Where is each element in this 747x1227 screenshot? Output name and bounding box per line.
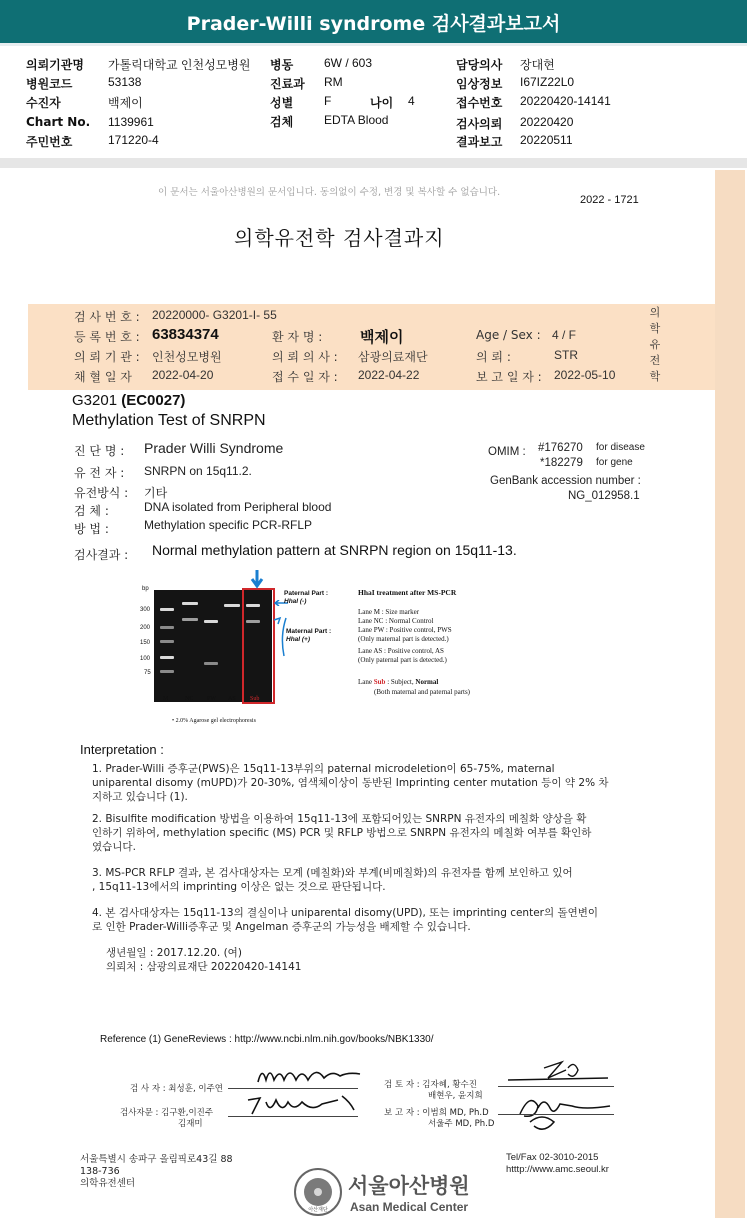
field-label: 검 체 : (74, 504, 109, 518)
band-label: 의 뢰 기 관 : (74, 350, 140, 364)
lane-label: NC (185, 696, 194, 702)
info-value: 장대현 (520, 58, 555, 72)
legend-sub-word: Sub (373, 678, 386, 686)
address-line: 서울특별시 송파구 올림픽로43길 88 (80, 1154, 233, 1165)
copy-notice: 이 문서는 서울아산병원의 문서입니다. 동의없이 수정, 변경 및 복사할 수 없습니다. (158, 187, 501, 198)
paternal-enzyme: HhaI (-) (284, 598, 307, 605)
vertical-char: 의 (649, 306, 661, 319)
info-label: 담당의사 (456, 58, 503, 72)
info-value: 백제이 (108, 96, 143, 110)
info-value: 20220420 (520, 115, 574, 129)
band-label: 접 수 일 자 : (272, 370, 338, 384)
signature-line (228, 1116, 358, 1117)
omim-disease-label: for disease (596, 442, 645, 453)
registration-number: 63834374 (152, 326, 219, 343)
band-label: 의 뢰 의 사 : (272, 350, 338, 364)
collection-date: 2022-04-20 (152, 368, 214, 382)
receipt-date: 2022-04-22 (358, 368, 420, 382)
signature-line (498, 1114, 614, 1115)
gel-band (182, 602, 198, 605)
bp-label: 150 (140, 640, 151, 646)
interpretation-paragraph (92, 866, 652, 894)
contact-block (506, 1152, 609, 1176)
gel-band (160, 640, 174, 643)
vertical-char: 유 (649, 338, 661, 351)
lane-label: M (163, 696, 169, 702)
gel-band (160, 608, 174, 611)
down-arrow-icon (250, 570, 264, 590)
band-label: 환 자 명 : (272, 330, 323, 344)
hospital-name-kr: 서울아산병원 (348, 1174, 470, 1198)
field-label: 방 법 : (74, 522, 109, 536)
vertical-char: 학 (649, 322, 661, 335)
gel-band (160, 656, 174, 659)
gene: SNRPN on 15q11.2. (144, 464, 252, 478)
document-number: 2022 - 1721 (580, 194, 639, 206)
para-line: 인하기 위하여, methylation specific (MS) PCR 및 RFLP 방법으로 SNRPN 유전자의 메칠화 여부를 확인하 (92, 827, 592, 839)
vertical-char: 전 (649, 354, 661, 367)
info-label: 검사의뢰 (456, 117, 503, 131)
logo-foundation-label: 아산재단 (308, 1207, 328, 1213)
maternal-label (286, 628, 331, 644)
paper-edge (715, 170, 745, 1218)
band-label: 채 혈 일 자 (74, 370, 132, 384)
info-label: 의뢰기관명 (26, 58, 84, 72)
reporter-signature-icon (510, 1088, 620, 1138)
scanned-report (28, 170, 745, 1218)
info-value: 53138 (108, 75, 142, 89)
address-line: 138-736 (80, 1166, 120, 1177)
para-line: , 15q11-13에서의 imprinting 이상은 없는 것으로 판단됩니다. (92, 881, 386, 893)
info-value: EDTA Blood (324, 113, 389, 127)
patient-band (28, 304, 715, 390)
omim-gene: *182279 (540, 457, 583, 469)
info-label: 진료과 (270, 77, 305, 91)
vertical-label (648, 306, 662, 384)
info-value: 1139961 (108, 115, 154, 129)
hospital-name-en: Asan Medical Center (350, 1200, 469, 1214)
reviewer-signature-icon (504, 1058, 614, 1086)
gel-band (160, 670, 174, 673)
interpretation-title: Interpretation : (80, 742, 164, 757)
legend-title: HhaI treatment after MS-PCR (358, 588, 457, 597)
legend-line: Lane AS : Positive control, AS (358, 647, 444, 655)
legend-line: Lane M : Size marker (358, 608, 420, 616)
maternal-enzyme: HhaI (+) (286, 636, 311, 643)
info-label: 성별 (270, 96, 294, 110)
address-block (80, 1154, 233, 1190)
specimen: DNA isolated from Peripheral blood (144, 500, 332, 514)
genbank-label: GenBank accession number : (490, 475, 641, 487)
legend-line: Lane PW : Positive control, PWS (358, 626, 452, 634)
info-value: 20220511 (520, 133, 573, 147)
gel-band (204, 662, 218, 665)
info-label: 수진자 (26, 96, 61, 110)
gel-band (182, 618, 198, 621)
maternal-title: Maternal Part : (286, 628, 332, 635)
gel-band (224, 604, 240, 607)
report-title: Prader-Willi syndrome 검사결과보고서 (0, 0, 747, 46)
advisor-signature-icon (242, 1090, 362, 1118)
field-label: 유전방식 : (74, 486, 129, 500)
logo-dot-icon (314, 1188, 322, 1196)
lane-label: AS (228, 696, 236, 702)
ward: STR (554, 348, 578, 362)
requesting-org: 인천성모병원 (152, 350, 222, 364)
omim-gene-label: for gene (596, 457, 633, 468)
gel-band (204, 620, 218, 623)
info-value: 20220420-14141 (520, 94, 611, 108)
genbank-number: NG_012958.1 (568, 490, 640, 502)
info-value: 4 (408, 94, 415, 108)
band-label: 보 고 일 자 : (476, 370, 542, 384)
patient-summary (106, 946, 666, 974)
legend-sub-note: (Both maternal and paternal parts) (374, 688, 471, 696)
reference: Reference (1) GeneReviews : http://www.ncbi.nlm.nih.gov/books/NBK1330/ (100, 1034, 434, 1045)
legend-line: Lane NC : Normal Control (358, 617, 434, 625)
lane-label: PW (207, 696, 216, 702)
signature-line (498, 1086, 614, 1087)
method: Methylation specific PCR-RFLP (144, 518, 313, 532)
band-label: 검 사 번 호 : (74, 310, 140, 324)
signature-line (228, 1088, 358, 1089)
info-label: Chart No. (26, 115, 91, 129)
info-value: 가톨릭대학교 인천성모병원 (108, 58, 251, 72)
info-value: F (324, 94, 332, 108)
info-label: 병동 (270, 58, 294, 72)
gel-band (160, 626, 174, 629)
result-label: 검사결과 : (74, 548, 129, 562)
info-label: 결과보고 (456, 135, 503, 149)
legend-sub-rest: : Subject, (387, 678, 414, 686)
tester-label: 검 사 자 : 최성훈, 이주연 (130, 1084, 223, 1094)
omim-disease: #176270 (538, 442, 583, 454)
patient-name: 백제이 (360, 329, 404, 346)
subject-lane-highlight (242, 588, 275, 704)
advisor-label: 검사자문 : 김구환,이진주 (120, 1108, 214, 1118)
info-label: 검체 (270, 115, 294, 129)
contact-line: htttp://www.amc.seoul.kr (506, 1164, 609, 1175)
legend-sub-normal: Normal (415, 678, 439, 686)
reporter-label: 보 고 자 : 이범희 MD, Ph.D (384, 1108, 489, 1118)
band-label: 의 뢰 : (476, 350, 511, 364)
test-code-prefix: G3201 (72, 392, 118, 409)
legend-subject-line (358, 678, 438, 687)
info-label: 접수번호 (456, 96, 503, 110)
info-label: 임상정보 (456, 77, 503, 91)
para-line: 지하고 있습니다 (1). (92, 791, 188, 803)
info-label: 병원코드 (26, 77, 73, 91)
patient-info-panel (0, 54, 747, 154)
advisor-label: 김재미 (178, 1119, 203, 1129)
hospital-logo (294, 1168, 342, 1216)
para-line: 로 인한 Prader-Willi증후군 및 Angelman 증후군의 가능성을 배제할 수 있습니다. (92, 921, 471, 933)
diagnosis: Prader Willi Syndrome (144, 440, 284, 456)
legend-sub-prefix: Lane (358, 678, 372, 686)
para-line: 였습니다. (92, 841, 136, 853)
para-line: 2. Bisulfite modification 방법을 이용하여 15q11-13에 포함되어있는 SNRPN 유전자의 메칠화 양상을 확 (92, 813, 587, 825)
inheritance: 기타 (144, 486, 168, 500)
contact-line: Tel/Fax 02-3010-2015 (506, 1152, 599, 1163)
omim-label: OMIM : (488, 446, 526, 458)
bp-label: 200 (140, 625, 151, 631)
test-name: Methylation Test of SNRPN (72, 412, 266, 429)
section-divider (0, 158, 747, 168)
legend-line: (Only paternal part is detected.) (358, 656, 447, 664)
age-sex: 4 / F (552, 328, 577, 342)
gel-note: • 2.0% Agarose gel electrophoresis (172, 718, 256, 724)
paternal-title: Paternal Part : (284, 590, 329, 597)
result-text: Normal methylation pattern at SNRPN region on 15q11-13. (152, 542, 517, 558)
para-line: 3. MS-PCR RFLP 결과, 본 검사대상자는 모계 (메칠화)와 부계(비메칠화)의 유전자를 함께 보인하고 있어 (92, 867, 573, 879)
bp-label: 300 (140, 607, 151, 613)
info-value: RM (324, 75, 343, 89)
requester: 의뢰처 : 삼광의료재단 20220420-14141 (106, 961, 302, 973)
exam-number: 20220000- G3201-I- 55 (152, 308, 277, 322)
info-value: 171220-4 (108, 133, 159, 147)
interpretation-paragraph (92, 812, 652, 854)
bp-label: 75 (144, 670, 151, 676)
band-label: Age / Sex : (476, 328, 541, 342)
address-line: 의학유전센터 (80, 1178, 136, 1189)
test-code-main: (EC0027) (121, 392, 186, 409)
legend-line: (Only maternal part is detected.) (358, 635, 449, 643)
document-title: 의학유전학 검사결과지 (234, 226, 445, 250)
info-label: 주민번호 (26, 135, 73, 149)
reporter-label: 서울주 MD, Ph.D (428, 1119, 495, 1129)
lane-label: Sub (250, 696, 260, 702)
reviewer-label: 배현우, 윤지희 (428, 1091, 483, 1101)
test-code (72, 392, 185, 409)
bp-header: bp (142, 586, 149, 592)
birth-date: 생년월일 : 2017.12.20. (여) (106, 947, 242, 959)
paternal-label (284, 590, 328, 606)
tester-signature-icon (254, 1062, 364, 1088)
info-value: I67IZ22L0 (520, 75, 575, 89)
field-label: 유 전 자 : (74, 466, 125, 480)
report-date: 2022-05-10 (554, 368, 616, 382)
reviewer-label: 검 토 자 : 김자혜, 황수진 (384, 1080, 477, 1090)
interpretation-paragraph (92, 762, 652, 804)
info-value: 6W / 603 (324, 56, 373, 70)
bp-label: 100 (140, 656, 151, 662)
interpretation-paragraph (92, 906, 652, 934)
para-line: 1. Prader-Willi 증후군(PWS)은 15q11-13부위의 paternal microdeletion이 65-75%, maternal (92, 763, 555, 775)
band-label: 등 록 번 호 : (74, 330, 140, 344)
info-label: 나이 (370, 96, 394, 110)
field-label: 진 단 명 : (74, 444, 125, 458)
para-line: 4. 본 검사대상자는 15q11-13의 결실이나 uniparental disomy(UPD), 또는 imprinting center의 돌연변이 (92, 907, 599, 919)
vertical-char: 학 (649, 370, 661, 383)
para-line: uniparental disomy (mUPD)가 20-30%, 염색체이상이 동반된 Imprinting center mutation 등이 약 2% 차 (92, 777, 609, 789)
requesting-doctor: 삼광의료재단 (358, 350, 428, 364)
